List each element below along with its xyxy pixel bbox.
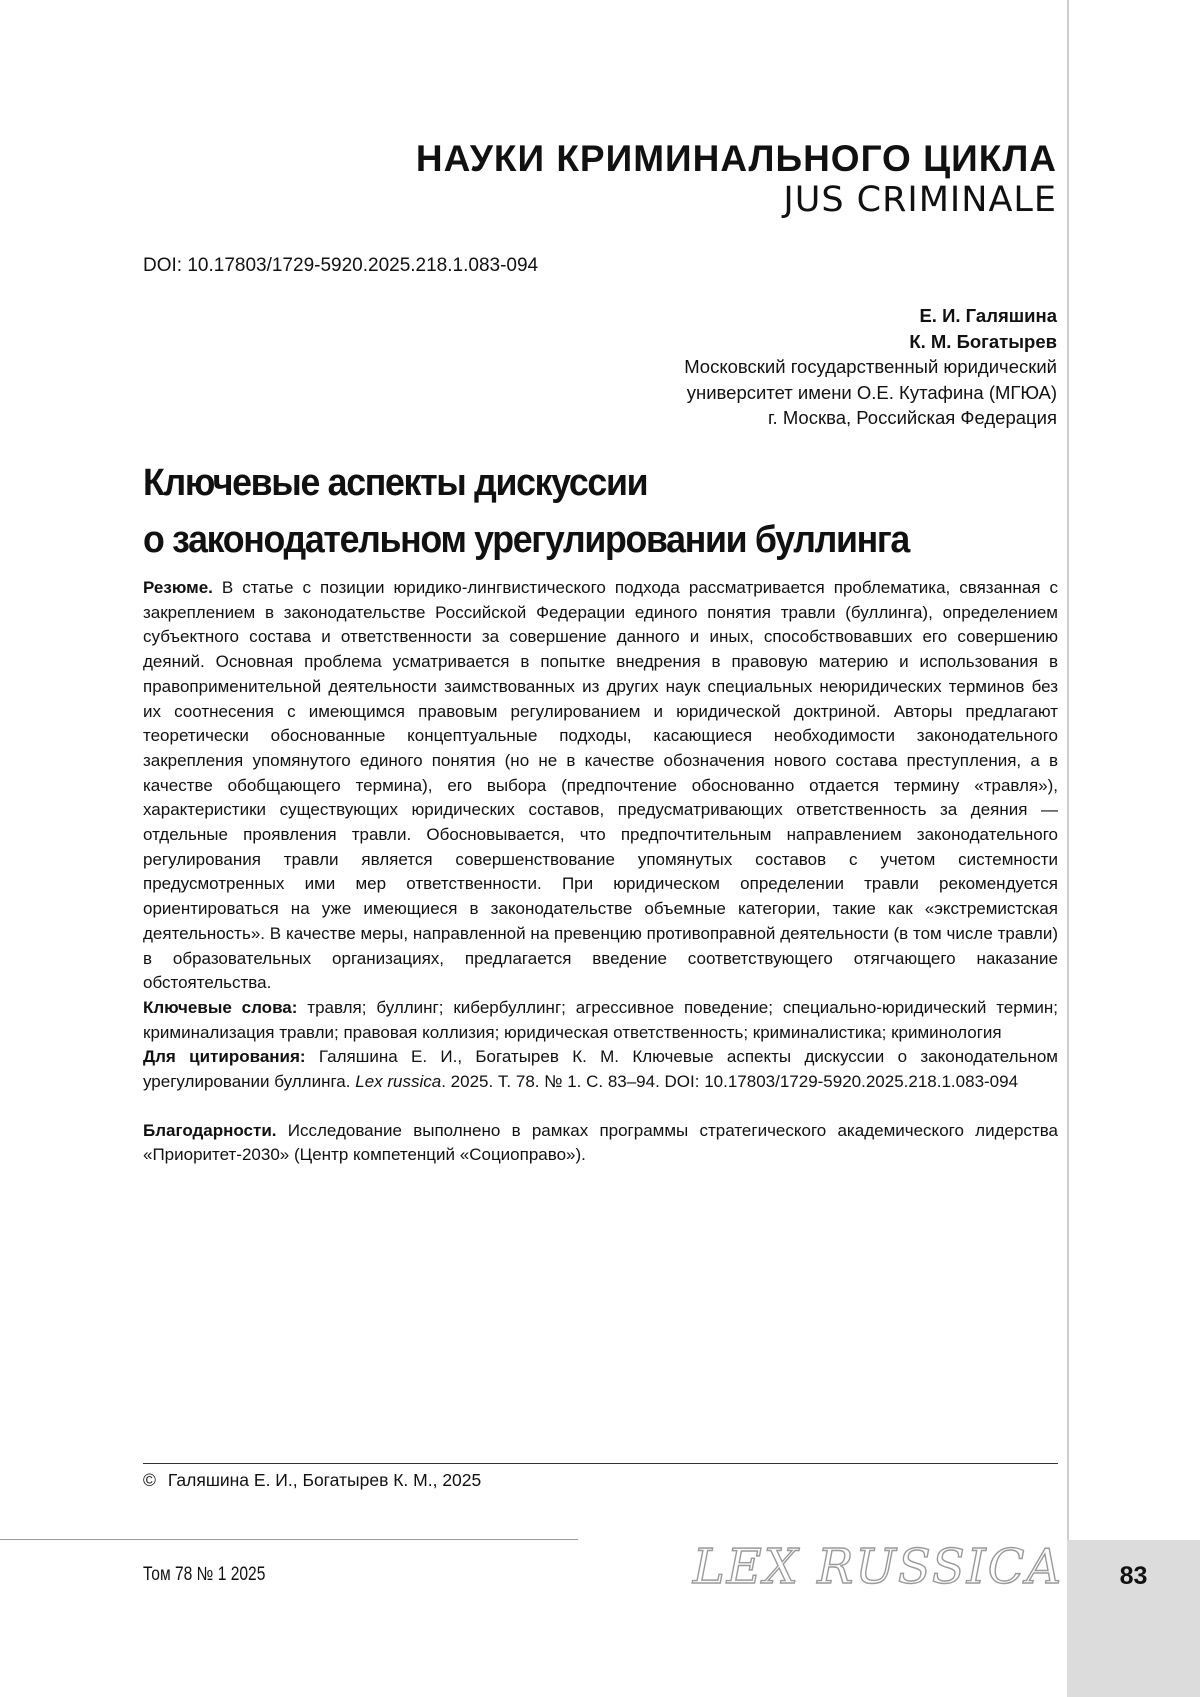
citation-text: Галяшина Е. И., Богатырев К. М. Ключевые аспекты дискуссии о законодательном урегулировании буллинга.: [143, 1047, 1058, 1091]
author-name: Е. И. Галяшина: [684, 303, 1057, 329]
article-title-line: о законодательном урегулировании буллинга: [143, 512, 1008, 569]
article-title: [143, 455, 1008, 569]
section-subtitle: JUS CRIMINALE: [783, 180, 1057, 220]
copyright-text: Галяшина Е. И., Богатырев К. М., 2025: [168, 1470, 481, 1490]
issue-info: Том 78 № 1 2025: [143, 1564, 265, 1586]
right-margin-divider: [1067, 0, 1069, 1540]
article-title-line: Ключевые аспекты дискуссии: [143, 455, 1008, 512]
keywords-label: Ключевые слова:: [143, 998, 297, 1017]
copyright-symbol: ©: [143, 1470, 156, 1490]
doi-line: DOI: 10.17803/1729-5920.2025.218.1.083-094: [143, 255, 538, 277]
section-title: НАУКИ КРИМИНАЛЬНОГО ЦИКЛА: [416, 138, 1057, 180]
authors-block: [684, 303, 1057, 431]
citation-details: . 2025. Т. 78. № 1. С. 83–94. DOI: 10.17803/1729-5920.2025.218.1.083-094: [441, 1072, 1018, 1091]
affiliation-line: университет имени О.Е. Кутафина (МГЮА): [684, 380, 1057, 406]
acknowledgments-label: Благодарности.: [143, 1121, 277, 1140]
citation-journal: Lex russica: [355, 1072, 441, 1091]
author-name: К. М. Богатырев: [684, 329, 1057, 355]
journal-logo: [726, 1533, 1031, 1595]
affiliation-line: Московский государственный юридический: [684, 354, 1057, 380]
footnote-divider: [143, 1463, 1058, 1464]
copyright-footnote: [143, 1470, 481, 1491]
article-front-matter: [143, 576, 1058, 1168]
abstract-text: В статье с позиции юридико-лингвистического подхода рассматривается проблематика, связанная с закреплением в законодательстве Российской Федерации единого понятия травли (буллинга), определением субъектного состава и ответственности за совершение данного и иных, способствовавших его совершению деяний. Основная проблема усматривается в попытке внедрения в правовую материю и использования в правоприменительной деятельности заимствованных из других наук специальных неюридических терминов без их соотнесения с имеющимся правовым регулированием и юридической доктриной. Авторы предлагают теоретически обоснованные концептуальные подходы, касающиеся необходимости законодательного закрепления упомянутого единого понятия (но не в качестве обозначения нового состава преступления, а в качестве обобщающего термина), его выбора (предпочтение обоснованно отдается термину «травля»), характеристики существующих юридических составов, предусматривающих ответственность за деяния — отдельные проявления травли. Обосновывается, что предпочтительным направлением законодательного регулирования травли является совершенствование упомянутых составов с учетом системности предусмотренных ими мер ответственности. При юридическом определении травли рекомендуется ориентироваться на уже имеющиеся в законодательстве объемные категории, такие как «экстремистская деятельность». В качестве меры, направленной на превенцию противоправной деятельности (в том числе травли) в образовательных организациях, предлагается введение соответствующего отягчающего наказание обстоятельства.: [143, 578, 1058, 992]
journal-logo-text: LEX RUSSICA: [692, 1539, 1063, 1595]
acknowledgments: [143, 1119, 1058, 1168]
affiliation-line: г. Москва, Российская Федерация: [684, 405, 1057, 431]
citation: [143, 1045, 1058, 1094]
abstract-label: Резюме.: [143, 578, 213, 597]
keywords-text: травля; буллинг; кибербуллинг; агрессивное поведение; специально-юридический термин; криминализация травли; правовая коллизия; юридическая ответственность; криминалистика; криминология: [143, 998, 1058, 1042]
footer-divider: [0, 1539, 578, 1540]
keywords: [143, 996, 1058, 1045]
citation-label: Для цитирования:: [143, 1047, 306, 1066]
abstract: [143, 576, 1058, 996]
page-number: 83: [1067, 1562, 1200, 1591]
acknowledgments-text: Исследование выполнено в рамках программы стратегического академического лидерства «Приоритет-2030» (Центр компетенций «Социоправо»).: [143, 1121, 1058, 1165]
